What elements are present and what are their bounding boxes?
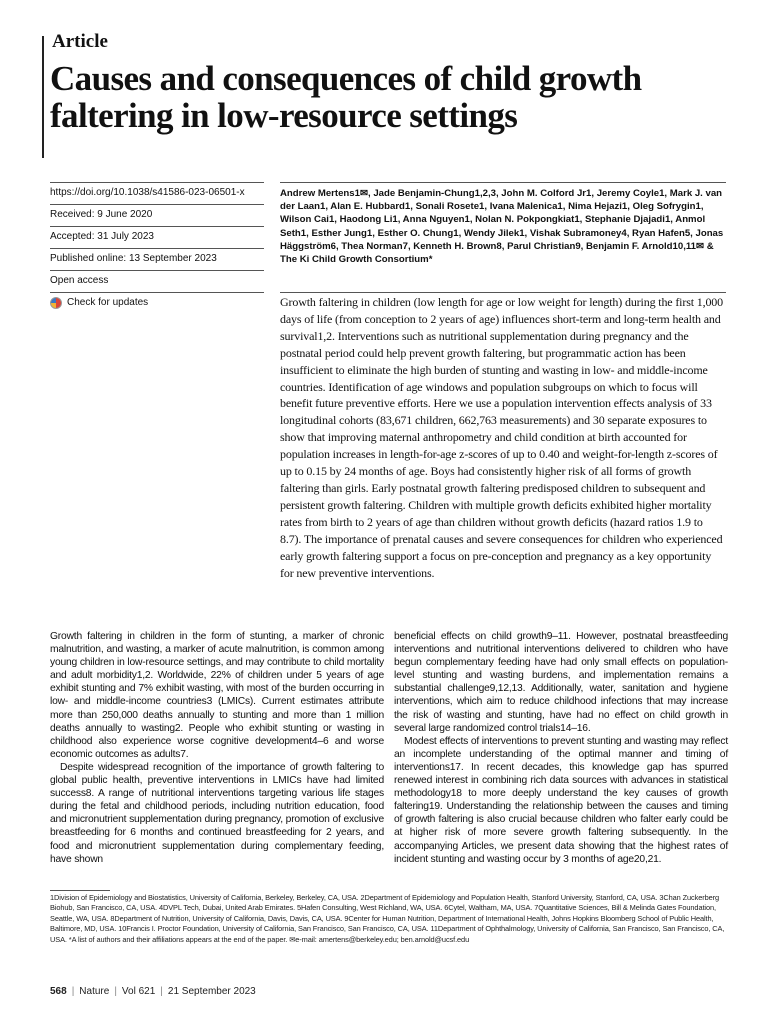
doi-link[interactable]: https://doi.org/10.1038/s41586-023-06501-x xyxy=(50,182,264,204)
page-footer: 568 | Nature | Vol 621 | 21 September 2023 xyxy=(50,986,256,997)
affiliations-rule xyxy=(50,890,110,891)
page-number: 568 xyxy=(50,986,67,997)
body-paragraph: Despite widespread recognition of the importance of growth faltering to global public health, preventive interventions in LMICs have had limited success8. A range of nutritional interventions targeting various life stages during the fetal and childhood periods, including nutrition education, food and micronutrient supplementation during pregnancy, promotion of exclusive breastfeeding for 6 months and continued breastfeeding for 2 years, and food and micronutrient supplementation during complementary feeding, have shown xyxy=(50,761,384,865)
body-paragraph: beneficial effects on child growth9–11. However, postnatal breastfeeding interventions and nutritional interventions delivered to children who have begun complementary feeding have had only small effects on population-level stunting and wasting burdens, and implementation remains a substantial challenge9,12,13. Additionally, water, sanitation and hygiene interventions, which aim to reduce childhood infections that may increase the risk of wasting and stunting, have had no effect on child growth in several large randomized control trials14–16. xyxy=(394,631,728,734)
left-rule xyxy=(42,36,44,158)
page-title: Causes and consequences of child growth faltering in low-resource settings xyxy=(50,59,642,135)
volume: Vol 621 xyxy=(121,986,156,997)
abstract-rule xyxy=(280,292,726,293)
author-list: Andrew Mertens1✉, Jade Benjamin-Chung1,2,3, John M. Colford Jr1, Jeremy Coyle1, Mark J. van der Laan1, Alan E. Hubbard1, Sonali Rosete1, Ivana Malenica1, Nima Hejazi1, Oleg Sofrygin1, Wilson Cai1, Haodong Li1, Anna Nguyen1, Nolan N. Pokpongkiat1, Stephanie Djajadi1, Anmol Seth1, Esther Jung1, Esther O. Chung1, Wendy Jilek1, Vishak Subramoney4, Ryan Hafen5, Jonas Häggström6, Thea Norman7, Kenneth H. Brown8, Parul Christian9, Benjamin F. Arnold10,11✉ & The Ki Child Growth Consortium* xyxy=(280,182,726,266)
check-updates-button[interactable] xyxy=(50,292,264,314)
crossmark-icon xyxy=(50,297,62,309)
check-updates-label: Check for updates xyxy=(67,297,149,308)
body-column-right xyxy=(394,630,728,866)
received-date: Received: 9 June 2020 xyxy=(50,204,264,226)
affiliations: 1Division of Epidemiology and Biostatistics, University of California, Berkeley, Berkeley, CA, USA. 2Department of Epidemiology and Population Health, Stanford University, Stanford, CA, USA. 3Chan Zuckerberg Biohub, San Francisco, CA, USA. 4DVPL Tech, Dubai, United Arab Emirates. 5Hafen Consulting, West Richland, WA, USA. 6Cytel, Waltham, MA, USA. 7Quantitative Sciences, Bill & Melinda Gates Foundation, Seattle, WA, USA. 8Department of Nutrition, University of California, Davis, Davis, CA, USA. 9Center for Human Nutrition, Department of International Health, Johns Hopkins Bloomberg School of Public Health, Baltimore, MD, USA. 10Francis I. Proctor Foundation, University of California, San Francisco, San Francisco, CA, USA. 11Department of Ophthalmology, University of California, San Francisco, San Francisco, CA, USA. *A list of authors and their affiliations appears at the end of the paper. ✉e-mail: amertens@berkeley.edu; ben.arnold@ucsf.edu xyxy=(50,893,725,944)
accepted-date: Accepted: 31 July 2023 xyxy=(50,226,264,248)
issue-date: 21 September 2023 xyxy=(167,986,256,997)
article-label: Article xyxy=(52,31,108,52)
journal-name: Nature xyxy=(79,986,110,997)
abstract: Growth faltering in children (low length for age or low weight for length) during the first 1,000 days of life (from conception to 2 years of age) influences short-term and long-term health and survival1,2. Interventions such as nutritional supplementation during pregnancy and the postnatal period could help prevent growth faltering, but programmatic action has been insufficient to eliminate the high burden of stunting and wasting in low- and middle-income countries. Identification of age windows and population subgroups on which to focus will benefit future preventive efforts. Here we use a population intervention effects analysis of 33 longitudinal cohorts (83,671 children, 662,763 measurements) and 30 separate exposures to show that improving maternal anthropometry and child condition at birth accounted for population increases in length-for-age z-scores of up to 0.40 and weight-for-length z-scores of up to 0.15 by 24 months of age. Boys had consistently higher risk of all forms of growth faltering than girls. Early postnatal growth faltering predisposed children to subsequent and persistent growth faltering. Children with multiple growth deficits exhibited higher mortality rates from birth to 2 years of age than children without growth deficits (hazard ratios 1.9 to 8.7). The importance of prenatal causes and severe consequences for children who experienced early growth faltering support a focus on pre-conception and pregnancy as a key opportunity for new preventive interventions. xyxy=(280,295,724,580)
article-meta xyxy=(50,182,264,314)
published-date: Published online: 13 September 2023 xyxy=(50,248,264,270)
body-paragraph: Growth faltering in children in the form of stunting, a marker of chronic malnutrition, and wasting, a marker of acute malnutrition, is common among young children in low-resource settings, and may contribute to child mortality and adult morbidity1,2. Worldwide, 22% of children under 5 years of age exhibit stunting and 7% exhibit wasting, with most of the burden occurring in low- and middle-income countries3 (LMICs). Current estimates attribute more than 250,000 deaths annually to stunting and more than 1 million deaths annually to wasting2. People who exhibit stunting or wasting in childhood also experience worse cognitive development4–6 and worse economic outcomes as adults7. xyxy=(50,631,384,760)
open-access-label: Open access xyxy=(50,270,264,292)
body-column-left xyxy=(50,630,384,866)
body-paragraph: Modest effects of interventions to prevent stunting and wasting may reflect an incomplete understanding of the optimal manner and timing of interventions17. In recent decades, this knowledge gap has spurred renewed interest in combining rich data sources with advances in statistical methodology18 to more deeply understand the key causes of growth faltering19. Understanding the relationship between the causes and timing of growth faltering is also crucial because children who falter early could be at higher risk of more severe growth faltering subsequently. In the accompanying Articles, we present data showing that the highest rates of incident stunting and wasting occur by 3 months of age20,21. xyxy=(394,735,728,865)
